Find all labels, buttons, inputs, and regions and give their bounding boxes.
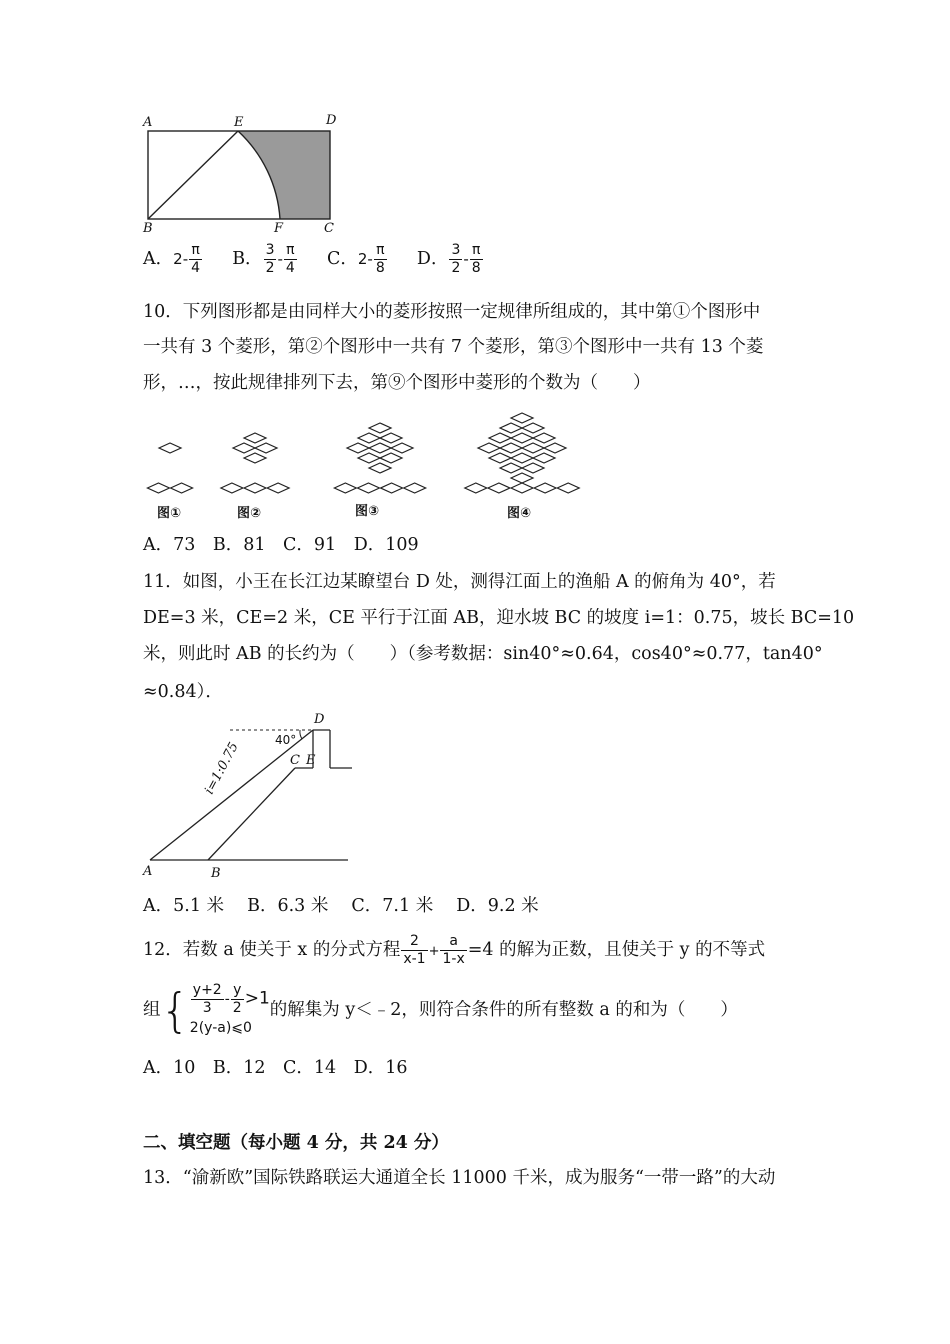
q11-slope-label: i=1:0.75 xyxy=(202,739,242,798)
q10-caption-4: 图④ xyxy=(507,506,532,521)
q12-fraction-1: $\frac{2}{x-1}$ xyxy=(403,933,426,967)
rhombus xyxy=(511,453,533,463)
rhombus xyxy=(221,483,243,493)
q10-caption-2: 图② xyxy=(237,506,262,521)
q9-label-a: A xyxy=(143,115,153,130)
rhombus xyxy=(500,463,522,473)
rhombus xyxy=(522,463,544,473)
q12-brace: { xyxy=(160,983,190,1038)
rhombus xyxy=(369,423,391,433)
q11-label-c: C xyxy=(290,753,300,768)
q12-suffix: =4 的解为正数，且使关于 y 的不等式 xyxy=(467,940,766,960)
q11-label-b: B xyxy=(211,866,221,881)
rhombus xyxy=(159,443,181,453)
q10-caption-1: 图① xyxy=(157,506,182,521)
q11-angle-label: 40° xyxy=(275,733,297,747)
rhombus xyxy=(511,473,533,483)
q11-line-4: ≈0.84）． xyxy=(143,682,223,702)
rhombus xyxy=(489,453,511,463)
q9-option-a[interactable]: A．2- $\frac{\pi}{4}$ xyxy=(143,242,201,276)
rhombus xyxy=(557,483,579,493)
rhombus xyxy=(380,433,402,443)
rhombus xyxy=(171,483,193,493)
rhombus xyxy=(465,483,487,493)
q11-label-a: A xyxy=(143,864,153,879)
q11-line-3: 米，则此时 AB 的长约为（ ）（参考数据：sin40°≈0.64，cos40°≈0.77，tan40° xyxy=(143,644,823,664)
rhombus xyxy=(511,483,533,493)
rhombus xyxy=(391,443,413,453)
rhombus xyxy=(500,423,522,433)
q12-fraction-2: $\frac{a}{1-x}$ xyxy=(442,933,465,967)
rhombus xyxy=(478,443,500,453)
q10-line-2: 一共有 3 个菱形，第②个图形中一共有 7 个菱形，第③个图形中一共有 13 个菱 xyxy=(143,337,764,357)
section-2-heading: 二、填空题（每小题 4 分，共 24 分） xyxy=(143,1133,449,1153)
q12-group-suffix: 的解集为 y＜﹣2，则符合条件的所有整数 a 的和为（ ） xyxy=(269,1000,738,1020)
rhombus xyxy=(511,413,533,423)
rhombus xyxy=(369,463,391,473)
rhombus xyxy=(233,443,255,453)
q9-label-c: C xyxy=(324,221,334,236)
q9-options xyxy=(143,242,484,277)
q9-option-d[interactable]: D． $\frac{3}{2}$ - $\frac{\pi}{8}$ xyxy=(416,242,481,276)
rhombus xyxy=(358,433,380,443)
rhombus xyxy=(522,423,544,433)
rhombus xyxy=(244,453,266,463)
rhombus xyxy=(147,483,169,493)
rhombus xyxy=(244,483,266,493)
q9-label-f: F xyxy=(274,221,284,236)
q10-line-1: 10．下列图形都是由同样大小的菱形按照一定规律所组成的，其中第①个图形中 xyxy=(143,302,761,322)
rhombus xyxy=(369,443,391,453)
rhombus xyxy=(334,483,356,493)
q12-line-1: 12．若数 a 使关于 x 的分式方程 $\frac{2}{x-1}$ + $\frac{a}{1-x}$ =4 的解为正数，且使关于 y 的不等式 xyxy=(143,933,766,967)
q10-rhombus-figures xyxy=(140,400,610,505)
q10-line-3: 形，…，按此规律排列下去，第⑨个图形中菱形的个数为（ ） xyxy=(143,373,651,393)
rhombus xyxy=(489,433,511,443)
q11-answer-options[interactable]: A．5.1 米 B．6.3 米 C．7.1 米 D．9.2 米 xyxy=(143,896,539,916)
q10-answer-options[interactable]: A．73 B．81 C．91 D．109 xyxy=(143,535,419,555)
rhombus xyxy=(255,443,277,453)
rhombus xyxy=(404,483,426,493)
rhombus xyxy=(381,483,403,493)
rhombus xyxy=(534,483,556,493)
q11-line-2: DE=3 米，CE=2 米，CE 平行于江面 AB，迎水坡 BC 的坡度 i=1：0.75，坡长 BC=10 xyxy=(143,608,855,628)
rhombus xyxy=(347,443,369,453)
rhombus xyxy=(267,483,289,493)
q9-label-b: B xyxy=(143,221,153,236)
q13-line-1: 13．“渝新欧”国际铁路联运大通道全长 11000 千米，成为服务“一带一路”的大动 xyxy=(143,1168,776,1188)
q10-caption-3: 图③ xyxy=(355,504,380,519)
q9-figure xyxy=(140,113,350,238)
rhombus xyxy=(522,443,544,453)
q12-prefix: 12．若数 a 使关于 x 的分式方程 xyxy=(143,940,401,960)
rhombus xyxy=(533,453,555,463)
q9-shaded-region xyxy=(238,131,330,219)
q11-line-1: 11．如图，小王在长江边某瞭望台 D 处，测得江面上的渔船 A 的俯角为 40°，若 xyxy=(143,572,776,592)
rhombus xyxy=(380,453,402,463)
rhombus xyxy=(357,483,379,493)
q11-angle-arc xyxy=(300,730,302,739)
q9-label-d: D xyxy=(326,113,337,128)
q9-label-e: E xyxy=(234,115,244,130)
q9-segment-be xyxy=(148,131,238,219)
q11-figure xyxy=(140,710,360,885)
q11-label-d: D xyxy=(314,712,325,727)
q12-answer-options[interactable]: A．10 B．12 C．14 D．16 xyxy=(143,1058,408,1078)
q11-label-e: E xyxy=(306,753,316,768)
rhombus xyxy=(511,433,533,443)
q12-inequality-system: $\frac{y+2}{3}$ - $\frac{y}{2}$ >1 2(y-a)⩽0 xyxy=(189,982,270,1036)
rhombus xyxy=(544,443,566,453)
q12-line-2: 组{ $\frac{y+2}{3}$ - $\frac{y}{2}$ >1 2(y-a)⩽0 的解集为 y＜﹣2，则符合条件的所有整数 a 的和为（ ） xyxy=(143,982,738,1038)
q9-option-b[interactable]: B． $\frac{3}{2}$ - $\frac{\pi}{4}$ xyxy=(232,242,295,276)
rhombus xyxy=(533,433,555,443)
q9-option-c[interactable]: C．2- $\frac{\pi}{8}$ xyxy=(326,242,385,276)
rhombus xyxy=(500,443,522,453)
rhombus xyxy=(244,433,266,443)
rhombus xyxy=(358,453,380,463)
rhombus xyxy=(488,483,510,493)
